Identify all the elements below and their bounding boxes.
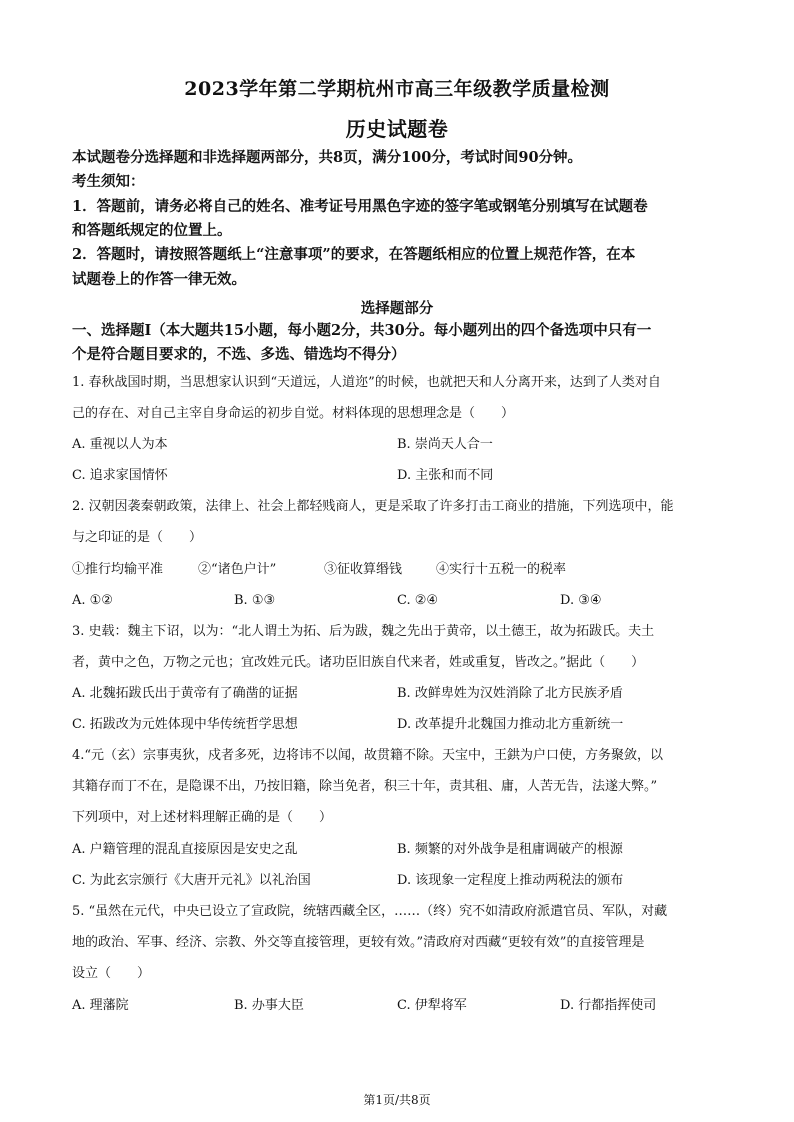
exam-subtitle: 历史试题卷 <box>345 117 449 141</box>
question-4-option-c: C. 为此玄宗颁行《大唐开元礼》以礼治国 <box>72 873 311 888</box>
question-5-line-3: 设立（ ） <box>72 966 151 981</box>
question-2-line-2: 与之印证的是（ ） <box>72 530 203 545</box>
question-5-line-2: 地的政治、军事、经济、宗教、外交等直接管理，更较有效。”清政府对西藏“更较有效”的直接管理是 <box>72 935 645 950</box>
section-instruction-line-1: 一、选择题Ⅰ（本大题共15小题，每小题2分，共30分。每小题列出的四个备选项中只有一 <box>72 322 652 339</box>
exam-title: 2023学年第二学期杭州市高三年级教学质量检测 <box>184 78 610 100</box>
question-2-item-2: ②“诸色户计” <box>198 562 277 577</box>
question-1-option-c: C. 追求家国情怀 <box>72 468 168 483</box>
section-instruction-line-2: 个是符合题目要求的，不选、多选、错选均不得分） <box>72 346 406 363</box>
question-5-line-1: 5. “虽然在元代，中央已设立了宣政院，统辖西藏全区，……（终）究不如清政府派遣官员、军队，对藏 <box>72 904 668 919</box>
question-3-option-c: C. 拓跋改为元姓体现中华传统哲学思想 <box>72 717 298 732</box>
notice-heading: 考生须知： <box>72 173 145 190</box>
question-1-line-2: 己的存在、对自己主宰自身命运的初步自觉。材料体现的思想理念是（ ） <box>72 406 515 421</box>
question-2-option-a: A. ①② <box>72 593 113 608</box>
notice-intro: 本试题卷分选择题和非选择题两部分，共8页，满分100分，考试时间90分钟。 <box>72 149 583 166</box>
question-3-line-1: 3. 史载：魏主下诏，以为：“北人谓土为拓、后为跋，魏之先出于黄帝，以土德王，故为拓跋氏。夫土 <box>72 624 655 639</box>
question-1-option-d: D. 主张和而不同 <box>397 468 494 483</box>
question-2-line-1: 2. 汉朝因袭秦朝政策，法律上、社会上都轻贱商人，更是采取了许多打击工商业的措施，下列选项中，能 <box>72 499 674 514</box>
question-4-line-2: 其籍存而丁不在，是隐课不出，乃按旧籍，除当免者，积三十年，责其租、庸，人苦无告，法遂大弊。” <box>72 779 658 794</box>
question-2-item-3: ③征收算缗钱 <box>324 562 403 577</box>
question-3-option-b: B. 改鲜卑姓为汉姓消除了北方民族矛盾 <box>397 686 623 701</box>
question-2-item-1: ①推行均输平准 <box>72 562 164 577</box>
question-5-option-d: D. 行都指挥使司 <box>560 998 657 1013</box>
question-3-line-2: 者，黄中之色，万物之元也；宜改姓元氏。诸功臣旧族自代来者，姓或重复，皆改之。”据此（ ） <box>72 655 645 670</box>
question-3-option-a: A. 北魏拓跋氏出于黄帝有了确凿的证据 <box>72 686 298 701</box>
question-1-option-b: B. 崇尚天人合一 <box>397 437 493 452</box>
section-title: 选择题部分 <box>360 300 434 317</box>
question-3-option-d: D. 改革提升北魏国力推动北方重新统一 <box>397 717 624 732</box>
question-2-item-4: ④实行十五税一的税率 <box>436 562 567 577</box>
question-4-option-b: B. 频繁的对外战争是租庸调破产的根源 <box>397 842 623 857</box>
question-1-option-a: A. 重视以人为本 <box>72 437 168 452</box>
question-2-option-d: D. ③④ <box>560 593 602 608</box>
question-5-option-a: A. 理藩院 <box>72 998 129 1013</box>
notice-item-2-line-1: 2．答题时，请按照答题纸上“注意事项”的要求，在答题纸相应的位置上规范作答，在本 <box>72 246 636 263</box>
notice-item-1-line-2: 和答题纸规定的位置上。 <box>72 222 232 239</box>
notice-item-2-line-2: 试题卷上的作答一律无效。 <box>72 271 246 288</box>
question-5-option-b: B. 办事大臣 <box>234 998 304 1013</box>
notice-item-1-line-1: 1．答题前，请务必将自己的姓名、准考证号用黑色字迹的签字笔或钢笔分别填写在试题卷 <box>72 198 648 215</box>
question-4-line-1: 4.“元（玄）宗事夷狄，戍者多死，边将讳不以闻，故贯籍不除。天宝中，王鉷为户口使，方务聚敛，以 <box>72 748 664 763</box>
question-4-line-3: 下列项中，对上述材料理解正确的是（ ） <box>72 810 333 825</box>
question-2-option-b: B. ①③ <box>234 593 276 608</box>
question-5-option-c: C. 伊犁将军 <box>397 998 467 1013</box>
question-2-option-c: C. ②④ <box>397 593 439 608</box>
question-4-option-d: D. 该现象一定程度上推动两税法的颁布 <box>397 873 624 888</box>
page-number: 第1页/共8页 <box>363 1093 431 1107</box>
question-4-option-a: A. 户籍管理的混乱直接原因是安史之乱 <box>72 842 298 857</box>
question-1-line-1: 1. 春秋战国时期，当思想家认识到“天道远，人道迩”的时候，也就把天和人分离开来，达到了人类对自 <box>72 375 661 390</box>
